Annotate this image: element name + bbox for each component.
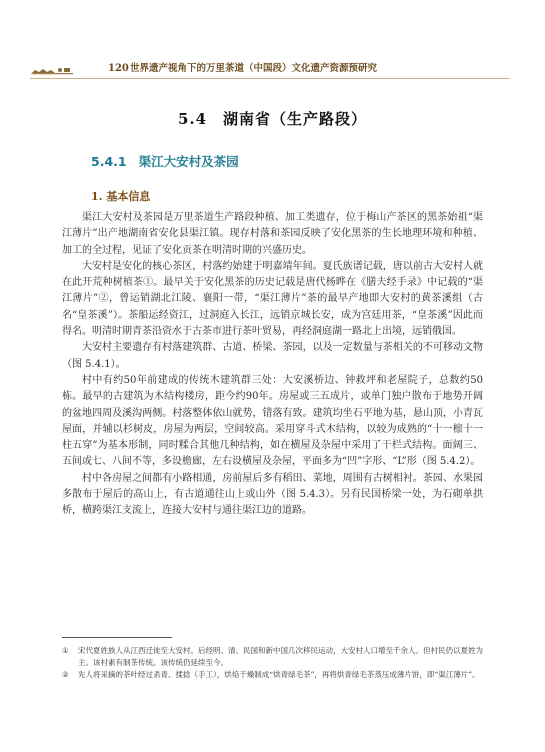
running-header bbox=[30, 62, 520, 76]
paragraph-3: 大安村主要遗存有村落建筑群、古道、桥梁、茶园，以及一定数量与茶相关的不可移动文物（图 5.4.1）。 bbox=[62, 342, 483, 370]
subsection-heading: 渠江大安村及茶园 bbox=[138, 154, 239, 169]
footnote-rule bbox=[62, 637, 172, 638]
footnote-mark: ① bbox=[62, 646, 69, 655]
paragraph-4: 村中有约50年前建成的传统木建筑群三处：大安溪桥边、钟救坪和老屋院子，总数约50栋。最早的古建筑为木结构楼房，距今约90年。房屋或三五成片，或单门独户散布于地势开阔的盆地四周及溪沟两侧。村落整体依山就势，错落有致。建筑均坐石平地为基，悬山顶，小青瓦屋面，并辅以杉树皮，房屋为两层，空间较高。采用穿斗式木结构，以较为成熟的“十一檩十一柱五穿”为基本形制，同时糅合其他几种结构，如在横屋及杂屋中采用了干栏式结构。面阔三、五间或七、八间不等，多设檐廊，左右设横屋及杂屋，平面多为“凹”字形、“L”形（图 5.4.2）。 bbox=[62, 374, 483, 468]
paragraph-1: 渠江大安村及茶园是万里茶道生产路段种植、加工类遗存，位于梅山产茶区的黑茶始祖“渠江薄片”出产地湖南省安化县渠江镇。现存村落和茶园反映了安化黑茶的生长地理环境和种植、加工的全过程，见证了安化贡茶在明清时期的兴盛历史。 bbox=[62, 212, 483, 256]
footnote-text: 先人将采摘的茶叶经过杀青、揉捻（手工），烘焙干燥制成“烘青绿毛茶”，再将烘青绿毛茶蒸压成薄片饼，即“渠江薄片”。 bbox=[78, 670, 480, 679]
footnote-2 bbox=[62, 669, 483, 681]
running-title: 世界遗产视角下的万里茶道（中国段）文化遗产资源预研究 bbox=[130, 63, 378, 74]
footnote-mark: ② bbox=[62, 670, 69, 679]
subsection-title bbox=[91, 152, 239, 170]
paragraph-2: 大安村是安化的核心茶区，村落约始建于明嘉靖年间。夏氏族谱记载，唐以前古大安村人就在此开荒种树植茶①。最早关于安化黑茶的历史记载是唐代杨晔在《膳夫经手录》中记载的“渠江薄片”②，曾运销湖北江陵、襄阳一带，“渠江薄片”茶的最早产地即大安村的黄茶溪组（古名“皇茶溪”）。茶船运经资江，过洞庭入长江，远销京城长安，成为宫廷用茶，“皇茶溪”因此而得名。明清时期青茶沿资水于古茶市进行茶叶贸易，再经洞庭湖一路北上出境，远销俄国。 bbox=[62, 260, 483, 338]
body-text bbox=[62, 210, 483, 520]
caravan-ornament-icon bbox=[30, 63, 74, 75]
footnote-text: 宋代夏姓族人从江西迁徙至大安村。后经明、清、民国和新中国几次移民运动，大安村人口增至千余人。但村民仍以夏姓为主。该村素有制茶传统。该传统仍延续至今。 bbox=[78, 646, 483, 667]
subsection-number: 5.4.1 bbox=[91, 154, 127, 169]
footnotes bbox=[62, 645, 483, 681]
header-rule bbox=[30, 78, 510, 79]
footnote-1 bbox=[62, 645, 483, 669]
section-title: 5.4 湖南省（生产路段） bbox=[177, 110, 368, 128]
page-number: 120 bbox=[108, 63, 129, 74]
paragraph-5: 村中各房屋之间都有小路相通，房前屋后多有稻田、菜地，周围有古树相衬。茶园、水果园多散布于屋后的高山上，有古道通往山上或山外（图 5.4.3）。另有民国桥梁一处，为石砌单拱桥，横跨渠江支流上，连接大安村与通往渠江边的道路。 bbox=[62, 472, 483, 517]
minor-heading: 1. 基本信息 bbox=[91, 190, 151, 203]
